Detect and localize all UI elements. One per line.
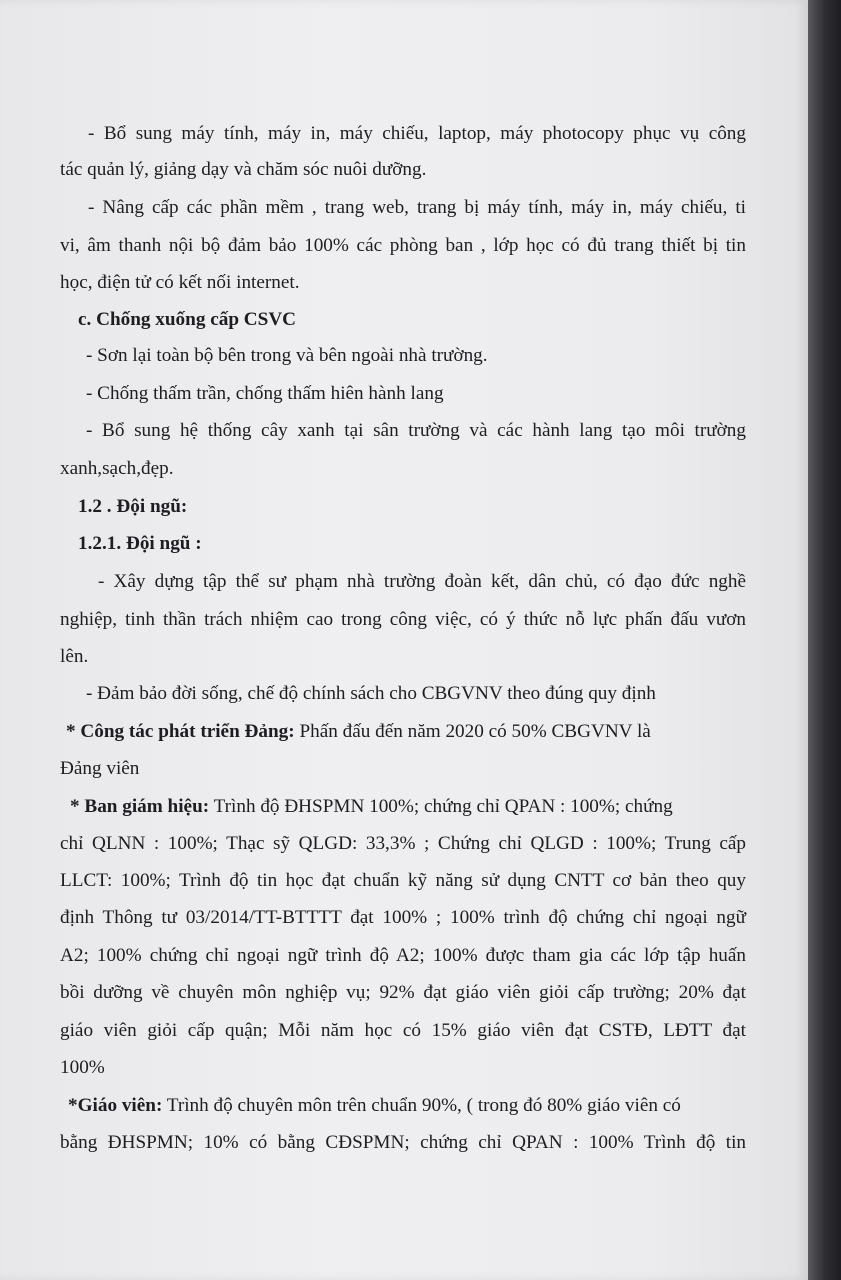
text-line: học, điện tử có kết nối internet.	[60, 272, 300, 293]
text-line: A2; 100% chứng chỉ ngoại ngữ trình độ A2; 100% được tham gia các lớp tập huấn	[60, 945, 746, 966]
text-line: tác quản lý, giảng dạy và chăm sóc nuôi dưỡng.	[60, 159, 427, 180]
text-line: - Chống thấm trần, chống thấm hiên hành lang	[86, 383, 444, 404]
label-party: * Công tác phát triển Đảng:	[66, 721, 295, 742]
text-line: - Xây dựng tập thể sư phạm nhà trường đoàn kết, dân chủ, có đạo đức nghề	[98, 571, 746, 592]
text-line: - Sơn lại toàn bộ bên trong và bên ngoài nhà trường.	[86, 345, 488, 366]
text-line: - Đảm bảo đời sống, chế độ chính sách cho CBGVNV theo đúng quy định	[86, 683, 656, 704]
page-edge	[808, 0, 841, 1280]
text-line: LLCT: 100%; Trình độ tin học đạt chuẩn kỹ năng sử dụng CNTT cơ bản theo quy	[60, 870, 746, 891]
text-line: vi, âm thanh nội bộ đảm bảo 100% các phòng ban , lớp học có đủ trang thiết bị tin	[60, 235, 746, 256]
section-heading: c. Chống xuống cấp CSVC	[78, 309, 297, 330]
text-line: * Ban giám hiệu: Trình độ ĐHSPMN 100%; chứng chỉ QPAN : 100%; chứng	[70, 796, 673, 817]
text-line: - Bổ sung máy tính, máy in, máy chiếu, laptop, máy photocopy phục vụ công	[88, 123, 746, 144]
text-line: lên.	[60, 646, 89, 667]
label-board: * Ban giám hiệu:	[70, 796, 210, 817]
section-heading: 1.2.1. Đội ngũ :	[78, 533, 202, 554]
label-teachers: *Giáo viên:	[68, 1095, 163, 1116]
text-line: bằng ĐHSPMN; 10% có bằng CĐSPMN; chứng chỉ QPAN : 100% Trình độ tin	[60, 1132, 746, 1153]
text-line: định Thông tư 03/2014/TT-BTTTT đạt 100% ; 100% trình độ chứng chỉ ngoại ngữ	[60, 907, 746, 928]
text-line: - Nâng cấp các phần mềm , trang web, trang bị máy tính, máy in, máy chiếu, ti	[88, 197, 746, 218]
text-line: nghiệp, tinh thần trách nhiệm cao trong công việc, có ý thức nỗ lực phấn đấu vươn	[60, 609, 746, 630]
text-line: - Bổ sung hệ thống cây xanh tại sân trường và các hành lang tạo môi trường	[86, 420, 746, 441]
text-line: xanh,sạch,đẹp.	[60, 458, 174, 479]
text-line: *Giáo viên: Trình độ chuyên môn trên chuẩn 90%, ( trong đó 80% giáo viên có	[68, 1095, 681, 1116]
text-line: bồi dưỡng về chuyên môn nghiệp vụ; 92% đạt giáo viên giỏi cấp trường; 20% đạt	[60, 982, 746, 1003]
text-line: chỉ QLNN : 100%; Thạc sỹ QLGD: 33,3% ; Chứng chỉ QLGD : 100%; Trung cấp	[60, 833, 746, 854]
text-line: Đảng viên	[60, 758, 140, 779]
text-line: * Công tác phát triển Đảng: Phấn đấu đến năm 2020 có 50% CBGVNV là	[66, 721, 651, 742]
text-line: giáo viên giỏi cấp quận; Mỗi năm học có 15% giáo viên đạt CSTĐ, LĐTT đạt	[60, 1020, 746, 1041]
section-heading: 1.2 . Đội ngũ:	[78, 496, 188, 517]
text-line: 100%	[60, 1057, 105, 1078]
